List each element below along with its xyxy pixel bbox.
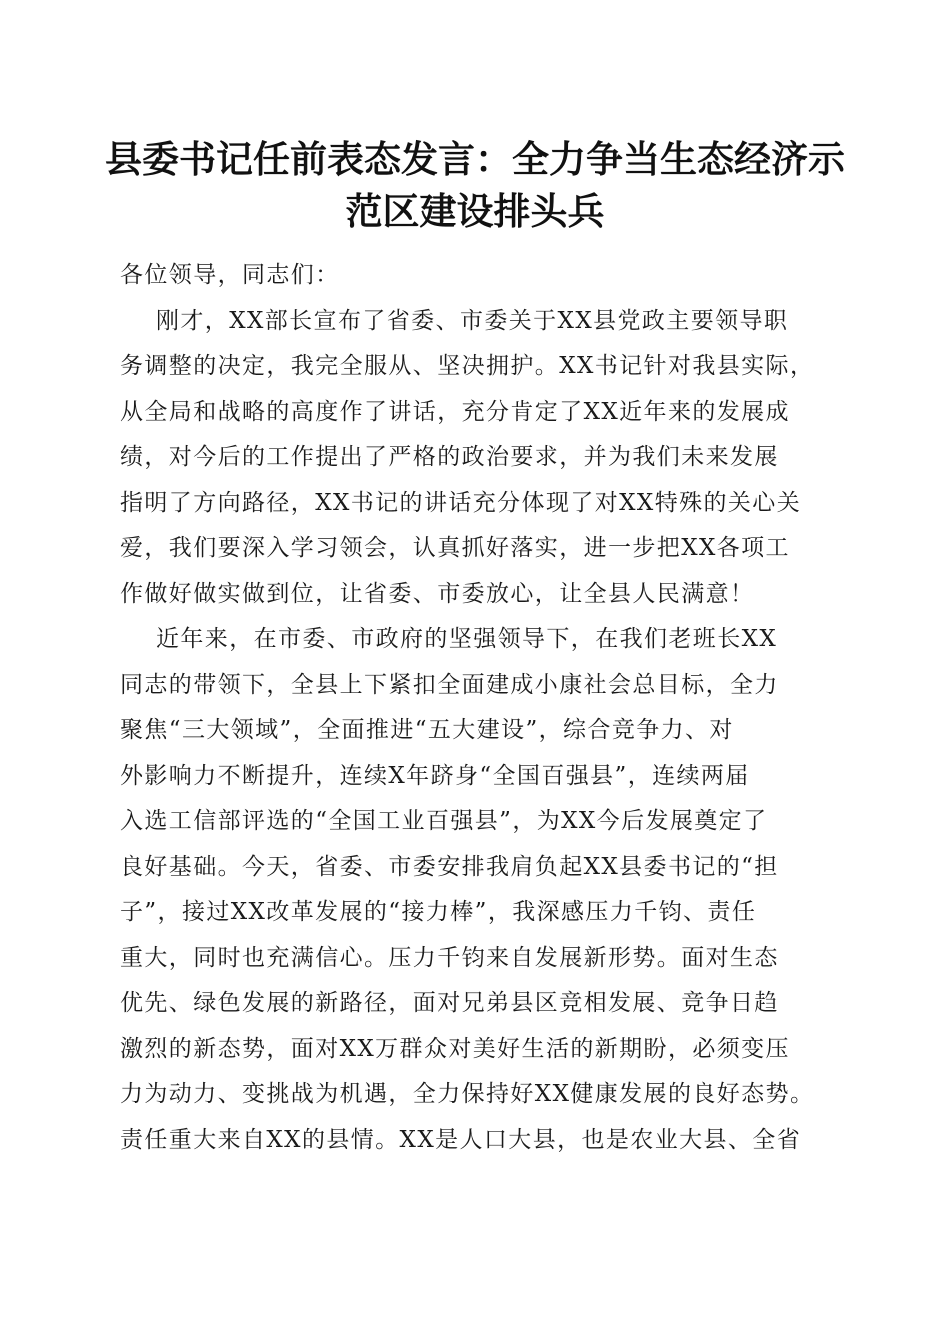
salutation: 各位领导，同志们： bbox=[120, 262, 340, 288]
paragraph-line: 爱，我们要深入学习领会，认真抓好落实，进一步把XX各项工 bbox=[120, 535, 790, 561]
paragraph-line: 责任重大来自XX的县情。XX是人口大县，也是农业大县、全省 bbox=[120, 1126, 802, 1153]
paragraph-line: 务调整的决定，我完全服从、坚决拥护。XX书记针对我县实际， bbox=[120, 353, 815, 379]
document-title bbox=[100, 133, 850, 237]
paragraph-line: 聚焦“三大领域”，全面推进“五大建设”，综合竞争力、对 bbox=[120, 717, 734, 743]
paragraph-line: 作做好做实做到位，让省委、市委放心，让全县人民满意！ bbox=[120, 580, 755, 607]
paragraph-1 bbox=[120, 299, 830, 618]
paragraph-line: 优先、绿色发展的新路径，面对兄弟县区竞相发展、竞争日趋 bbox=[120, 990, 779, 1016]
paragraph-line: 近年来，在市委、市政府的坚强领导下，在我们老班长XX bbox=[156, 626, 778, 652]
paragraph-line: 刚才，XX部长宣布了省委、市委关于XX县党政主要领导职 bbox=[156, 307, 789, 334]
paragraph-line: 良好基础。今天，省委、市委安排我肩负起XX县委书记的“担 bbox=[120, 853, 779, 880]
paragraph-line: 外影响力不断提升，连续X年跻身“全国百强县”，连续两届 bbox=[120, 762, 750, 789]
paragraph-line: 子”，接过XX改革发展的“接力棒”，我深感压力千钧、责任 bbox=[120, 899, 757, 925]
paragraph-line: 重大，同时也充满信心。压力千钧来自发展新形势。面对生态 bbox=[120, 944, 779, 971]
paragraph-line: 入选工信部评选的“全国工业百强县”，为XX今后发展奠定了 bbox=[120, 808, 768, 834]
title-line-2: 范区建设排头兵 bbox=[345, 189, 605, 233]
title-line-1: 县委书记任前表态发言：全力争当生态经济示 bbox=[105, 137, 845, 181]
paragraph-line: 力为动力、变挑战为机遇，全力保持好XX健康发展的良好态势。 bbox=[120, 1081, 815, 1107]
paragraph-line: 激烈的新态势，面对XX万群众对美好生活的新期盼，必须变压 bbox=[120, 1035, 790, 1062]
paragraph-line: 绩，对今后的工作提出了严格的政治要求，并为我们未来发展 bbox=[120, 444, 779, 470]
document-body bbox=[120, 253, 830, 1163]
paragraph-line: 同志的带领下，全县上下紧扣全面建成小康社会总目标，全力 bbox=[120, 671, 779, 698]
paragraph-2 bbox=[120, 617, 830, 1163]
paragraph-line: 从全局和战略的高度作了讲话，充分肯定了XX近年来的发展成 bbox=[120, 398, 790, 425]
paragraph-line: 指明了方向路径，XX书记的讲话充分体现了对XX特殊的关心关 bbox=[120, 489, 802, 516]
